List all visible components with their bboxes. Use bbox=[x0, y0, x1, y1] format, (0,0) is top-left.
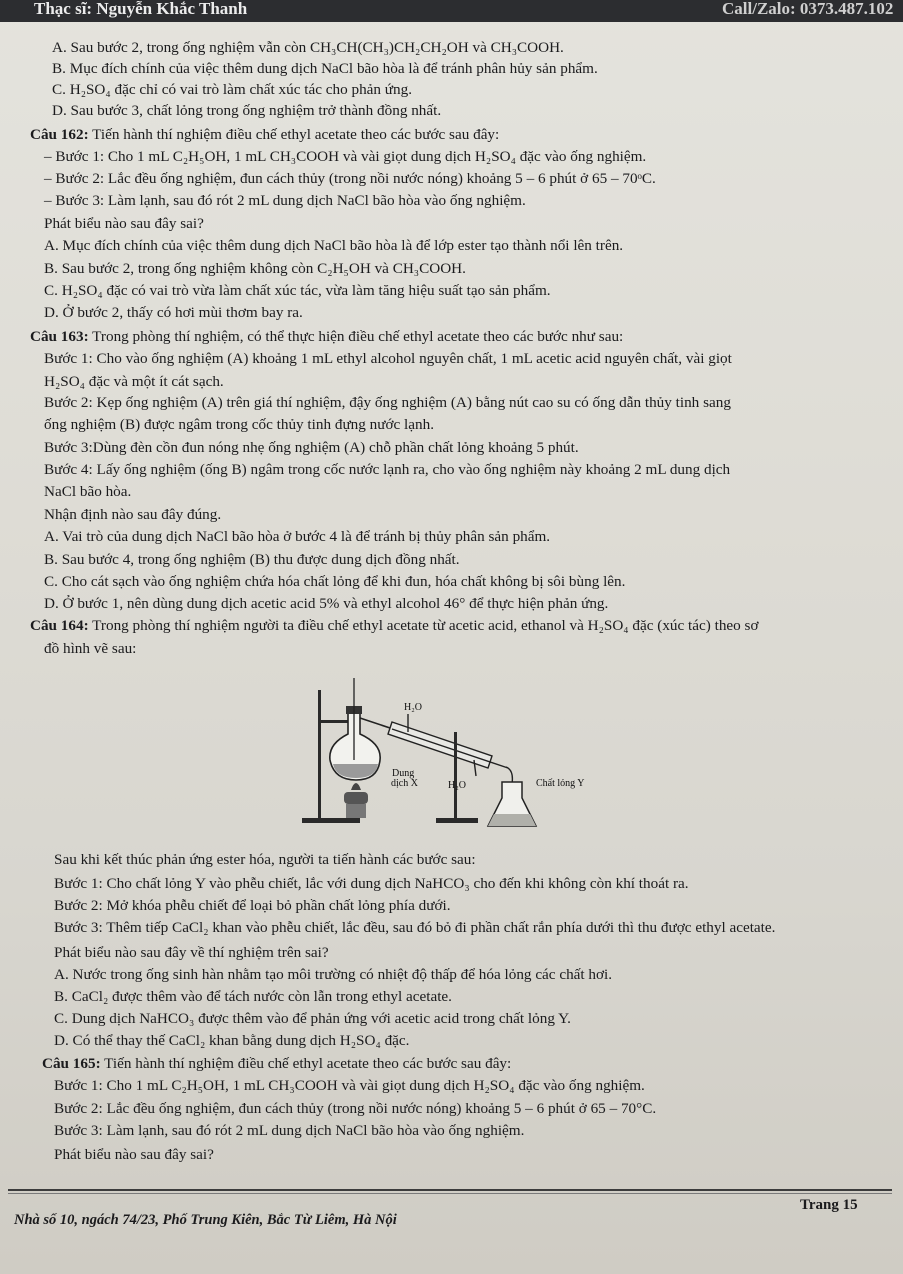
line-text: – Bước 3: Làm lạnh, sau đó rót 2 mL dung dịch NaCl bão hòa vào ống nghiệm. bbox=[44, 192, 526, 209]
text-line bbox=[44, 505, 221, 524]
line-text: B. CaCl₂ được thêm vào để tách nước còn lẫn trong ethyl acetate. bbox=[54, 988, 452, 1005]
burner-body bbox=[344, 792, 368, 804]
stand2-base bbox=[436, 818, 478, 823]
line-text: Bước 4: Lấy ống nghiệm (ống B) ngâm trong cốc nước lạnh ra, cho vào ống nghiệm này khoảng 2 mL dung dịch bbox=[44, 461, 731, 478]
header-bar bbox=[0, 0, 903, 22]
apparatus-diagram bbox=[296, 672, 616, 832]
text-line bbox=[44, 191, 526, 210]
text-line bbox=[44, 303, 303, 322]
line-text: Trong phòng thí nghiệm, có thể thực hiện điều chế ethyl acetate theo các bước như sau: bbox=[88, 328, 624, 345]
text-line bbox=[54, 1121, 524, 1140]
text-line bbox=[52, 59, 598, 78]
line-text: Bước 1: Cho vào ống nghiệm (A) khoảng 1 mL ethyl alcohol nguyên chất, 1 mL acetic acid nguyên chất, vài giọt bbox=[44, 350, 732, 367]
text-line bbox=[44, 438, 579, 457]
question-number: Câu 162: bbox=[30, 126, 89, 143]
line-text: NaCl bão hòa. bbox=[44, 483, 132, 500]
text-line bbox=[44, 169, 656, 188]
line-text: C. H₂SO₄ đặc có vai trò vừa làm chất xúc tác, vừa làm tăng hiệu suất tạo sản phẩm. bbox=[44, 282, 551, 299]
line-text: Nhận định nào sau đây đúng. bbox=[44, 506, 222, 523]
line-text: Bước 3: Làm lạnh, sau đó rót 2 mL dung dịch NaCl bão hòa vào ống nghiệm. bbox=[54, 1122, 525, 1139]
label-h2o-top: H₂O bbox=[404, 702, 422, 713]
line-text: Bước 2: Mở khóa phễu chiết để loại bỏ phần chất lỏng phía dưới. bbox=[54, 897, 451, 914]
line-text: A. Mục đích chính của việc thêm dung dịch NaCl bão hòa là để lớp ester tạo thành nổi lên trên. bbox=[44, 237, 624, 254]
line-text: D. Ở bước 1, nên dùng dung dịch acetic acid 5% và ethyl alcohol 46° để thực hiện phản ứng. bbox=[44, 595, 609, 612]
text-line bbox=[44, 214, 204, 233]
text-line bbox=[52, 38, 564, 57]
footer-rule-thin bbox=[8, 1193, 892, 1194]
line-text: H₂SO₄ đặc và một ít cát sạch. bbox=[44, 373, 224, 390]
stand-rod bbox=[318, 690, 321, 818]
text-line bbox=[54, 1145, 214, 1164]
text-line bbox=[44, 281, 551, 300]
text-line bbox=[44, 349, 732, 368]
burner-flame bbox=[351, 783, 361, 790]
text-line bbox=[54, 896, 451, 915]
line-text: C. Dung dịch NaHCO₃ được thêm vào để phản ứng với acetic acid trong chất lỏng Y. bbox=[54, 1010, 571, 1027]
question-line bbox=[30, 616, 759, 635]
line-text: Bước 2: Kẹp ống nghiệm (A) trên giá thí nghiệm, đậy ống nghiệm (A) bằng nút cao su có ống dẫn thủy tinh sang bbox=[44, 394, 731, 411]
line-text: Bước 1: Cho 1 mL C₂H₅OH, 1 mL CH₃COOH và vài giọt dung dịch H₂SO₄ đặc vào ống nghiệm. bbox=[54, 1077, 645, 1094]
stand2-rod bbox=[454, 732, 457, 818]
question-number: Câu 163: bbox=[30, 328, 89, 345]
condenser-inner bbox=[392, 729, 508, 768]
text-line bbox=[54, 987, 452, 1006]
text-line bbox=[44, 460, 730, 479]
line-text: C. H₂SO₄ đặc chỉ có vai trò làm chất xúc tác cho phản ứng. bbox=[52, 81, 413, 98]
text-line bbox=[44, 259, 466, 278]
text-line bbox=[44, 415, 434, 434]
line-text: Sau khi kết thúc phản ứng ester hóa, người ta tiến hành các bước sau: bbox=[54, 851, 476, 868]
line-text: B. Mục đích chính của việc thêm dung dịch NaCl bão hòa là để tránh phân hủy sản phẩm. bbox=[52, 60, 598, 77]
line-text: D. Có thể thay thế CaCl₂ khan bằng dung dịch H₂SO₄ đặc. bbox=[54, 1032, 410, 1049]
text-line bbox=[44, 482, 131, 501]
text-line bbox=[44, 594, 608, 613]
text-line bbox=[54, 874, 689, 893]
line-text: – Bước 1: Cho 1 mL C₂H₅OH, 1 mL CH₃COOH và vài giọt dung dịch H₂SO₄ đặc vào ống nghiệm. bbox=[44, 148, 647, 165]
text-line bbox=[54, 1099, 656, 1118]
text-line bbox=[54, 943, 329, 962]
label-dung: Dung bbox=[392, 768, 415, 779]
author-name: Thạc sĩ: Nguyễn Khắc Thanh bbox=[34, 0, 248, 18]
line-text: ống nghiệm (B) được ngâm trong cốc thủy tinh đựng nước lạnh. bbox=[44, 416, 435, 433]
line-text: Bước 3: Thêm tiếp CaCl₂ khan vào phễu chiết, lắc đều, sau đó bỏ đi phần chất rắn phía dưới thì thu được ethyl acetate. bbox=[54, 919, 776, 936]
question-line bbox=[30, 327, 623, 346]
line-text: D. Ở bước 2, thấy có hơi mùi thơm bay ra. bbox=[44, 304, 303, 321]
text-line bbox=[44, 527, 550, 546]
line-text: Phát biểu nào sau đây về thí nghiệm trên sai? bbox=[54, 944, 329, 961]
text-line bbox=[44, 147, 646, 166]
text-line bbox=[54, 1076, 645, 1095]
burner-stand bbox=[346, 804, 366, 818]
text-line bbox=[54, 918, 775, 937]
line-text: – Bước 2: Lắc đều ống nghiệm, đun cách thủy (trong nồi nước nóng) khoảng 5 – 6 phút ở 65 – 70ᵒC. bbox=[44, 170, 656, 187]
text-line bbox=[52, 80, 412, 99]
line-text: D. Sau bước 3, chất lỏng trong ống nghiệm trở thành đồng nhất. bbox=[52, 102, 442, 119]
line-text: Phát biểu nào sau đây sai? bbox=[54, 1146, 214, 1163]
line-text: B. Sau bước 4, trong ống nghiệm (B) thu được dung dịch đồng nhất. bbox=[44, 551, 460, 568]
line-text: A. Sau bước 2, trong ống nghiệm vẫn còn CH₃CH(CH₃)CH₂CH₂OH và CH₃COOH. bbox=[52, 39, 564, 56]
line-text: B. Sau bước 2, trong ống nghiệm không còn C₂H₅OH và CH₃COOH. bbox=[44, 260, 466, 277]
line-text: A. Vai trò của dung dịch NaCl bão hòa ở bước 4 là để tránh bị thủy phân sản phẩm. bbox=[44, 528, 551, 545]
contact-phone: Call/Zalo: 0373.487.102 bbox=[722, 0, 894, 18]
line-text: Bước 1: Cho chất lỏng Y vào phễu chiết, lắc với dung dịch NaHCO₃ cho đến khi không còn khí thoát ra. bbox=[54, 875, 689, 892]
line-text: Tiến hành thí nghiệm điều chế ethyl acetate theo các bước sau đây: bbox=[100, 1055, 512, 1072]
text-line bbox=[44, 572, 625, 591]
text-line bbox=[44, 372, 224, 391]
line-text: Bước 3:Dùng đèn cồn đun nóng nhẹ ống nghiệm (A) chỗ phần chất lỏng khoảng 5 phút. bbox=[44, 439, 579, 456]
page-number: Trang 15 bbox=[800, 1197, 858, 1213]
label-chat-long-y: Chất lỏng Y bbox=[536, 778, 585, 789]
line-text: A. Nước trong ống sinh hàn nhằm tạo môi trường có nhiệt độ thấp để hóa lỏng các chất hơi. bbox=[54, 966, 613, 983]
stand-base bbox=[302, 818, 360, 823]
line-text: Trong phòng thí nghiệm người ta điều chế ethyl acetate từ acetic acid, ethanol và H₂SO₄ đặc (xúc tác) theo sơ bbox=[88, 617, 759, 634]
text-line bbox=[44, 236, 623, 255]
text-line bbox=[44, 393, 731, 412]
line-text: đồ hình vẽ sau: bbox=[44, 640, 137, 657]
label-h2o-bottom: H₂O bbox=[448, 780, 466, 791]
question-number: Câu 165: bbox=[42, 1055, 101, 1072]
footer-address: Nhà số 10, ngách 74/23, Phố Trung Kiên, Bắc Từ Liêm, Hà Nội bbox=[14, 1212, 397, 1228]
receiving-liquid bbox=[488, 814, 536, 826]
line-text: C. Cho cát sạch vào ống nghiệm chứa hóa chất lỏng để khi đun, hóa chất không bị sôi bùng lên. bbox=[44, 573, 626, 590]
question-line bbox=[42, 1054, 511, 1073]
clamp-arm bbox=[320, 720, 350, 723]
question-number: Câu 164: bbox=[30, 617, 89, 634]
text-line bbox=[44, 639, 136, 658]
text-line bbox=[54, 965, 612, 984]
text-line bbox=[54, 1031, 409, 1050]
text-line bbox=[44, 550, 460, 569]
label-dich-x: dịch X bbox=[391, 778, 418, 789]
footer-rule bbox=[8, 1189, 892, 1191]
text-line bbox=[54, 1009, 571, 1028]
line-text: Bước 2: Lắc đều ống nghiệm, đun cách thủy (trong nồi nước nóng) khoảng 5 – 6 phút ở 65 – 70°C. bbox=[54, 1100, 657, 1117]
line-text: Tiến hành thí nghiệm điều chế ethyl acetate theo các bước sau đây: bbox=[88, 126, 500, 143]
text-line bbox=[52, 101, 441, 120]
question-line bbox=[30, 125, 499, 144]
text-line bbox=[54, 850, 476, 869]
line-text: Phát biểu nào sau đây sai? bbox=[44, 215, 204, 232]
